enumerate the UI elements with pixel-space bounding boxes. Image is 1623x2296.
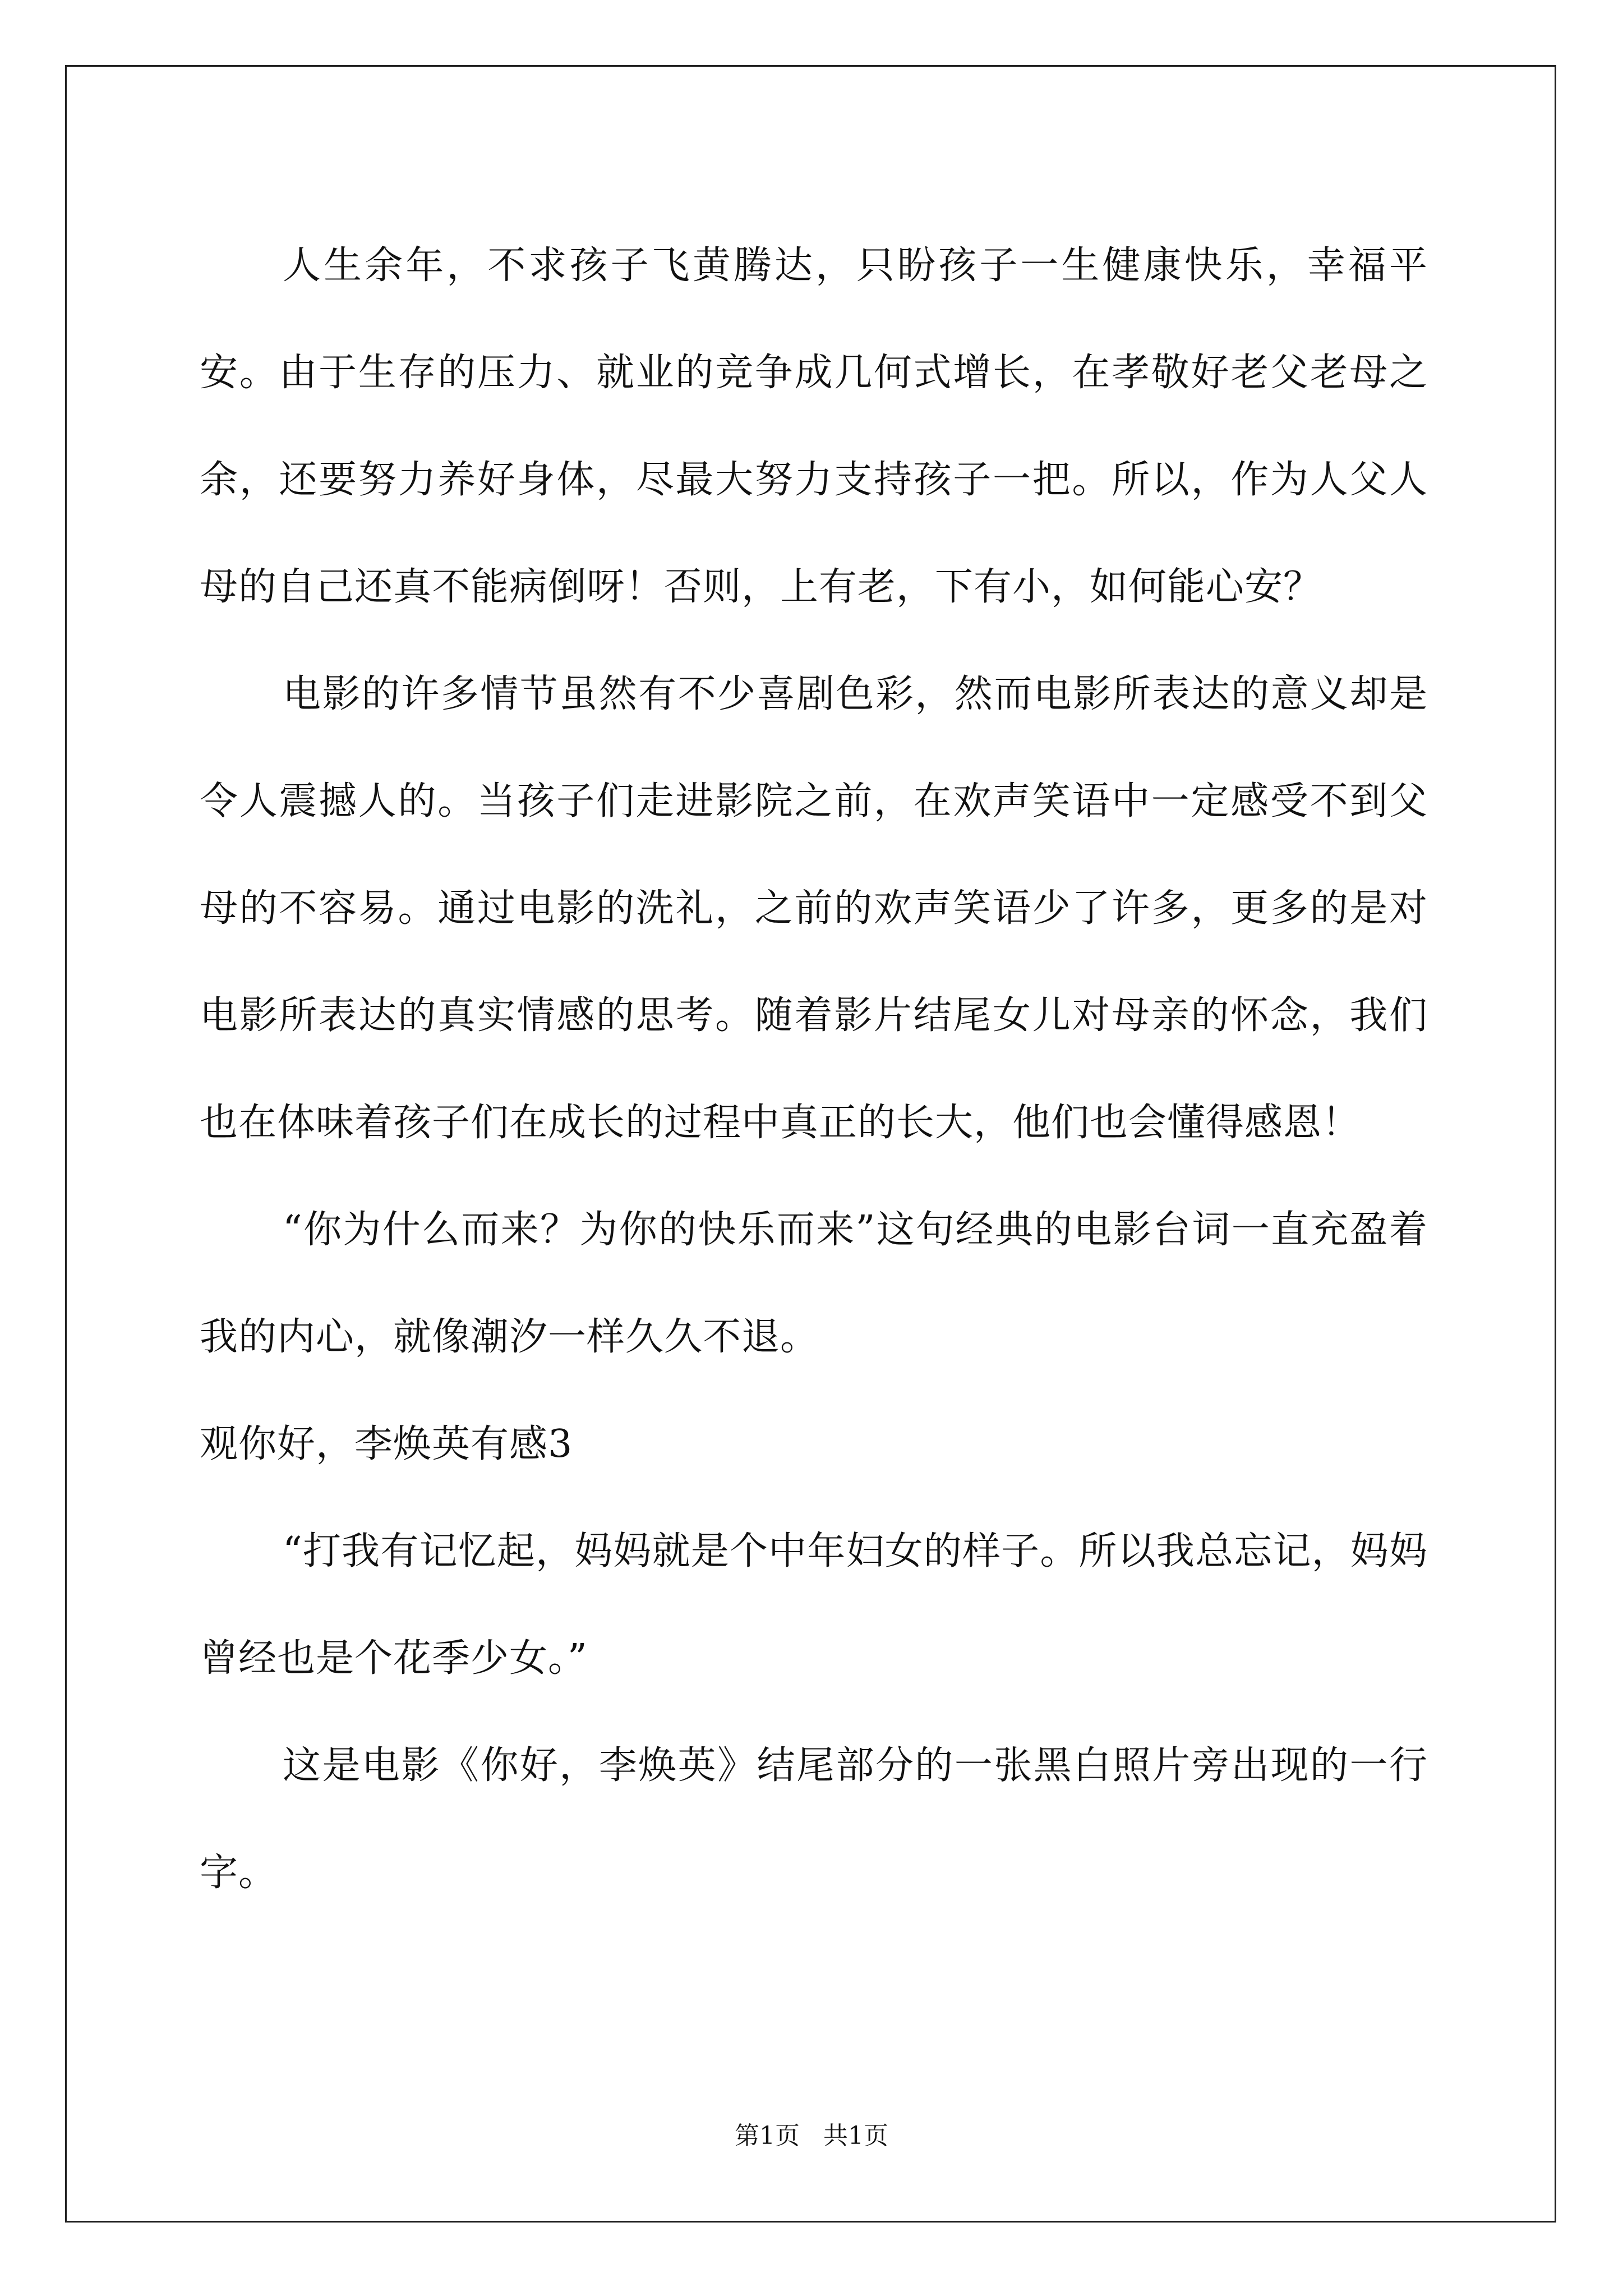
paragraph: “打我有记忆起，妈妈就是个中年妇女的样子。所以我总忘记，妈妈曾经也是个花季少女。”: [200, 1529, 1428, 1681]
paragraph: 电影的许多情节虽然有不少喜剧色彩，然而电影所表达的意义却是令人震撼人的。当孩子们走进影院之前，在欢声笑语中一定感受不到父母的不容易。通过电影的洗礼，之前的欢声笑语少了许多，更多的是对电影所表达的真实情感的思考。随着影片结尾女儿对母亲的怀念，我们也在体味着孩子们在成长的过程中真正的长大，他们也会懂得感恩！: [200, 672, 1428, 1145]
paragraph: “你为什么而来？为你的快乐而来”这句经典的电影台词一直充盈着我的内心，就像潮汐一样久久不退。: [200, 1208, 1428, 1359]
paragraph: 这是电影《你好，李焕英》结尾部分的一张黑白照片旁出现的一行字。: [200, 1743, 1428, 1895]
page-footer: 第1页 共1页: [735, 2122, 888, 2150]
document-body: [200, 212, 1428, 1926]
paragraph: 人生余年，不求孩子飞黄腾达，只盼孩子一生健康快乐，幸福平安。由于生存的压力、就业的竞争成几何式增长，在孝敬好老父老母之余，还要努力养好身体，尽最大努力支持孩子一把。所以，作为人父人母的自己还真不能病倒呀！否则，上有老，下有小，如何能心安？: [200, 243, 1428, 609]
section-heading: 观你好，李焕英有感3: [200, 1422, 573, 1466]
